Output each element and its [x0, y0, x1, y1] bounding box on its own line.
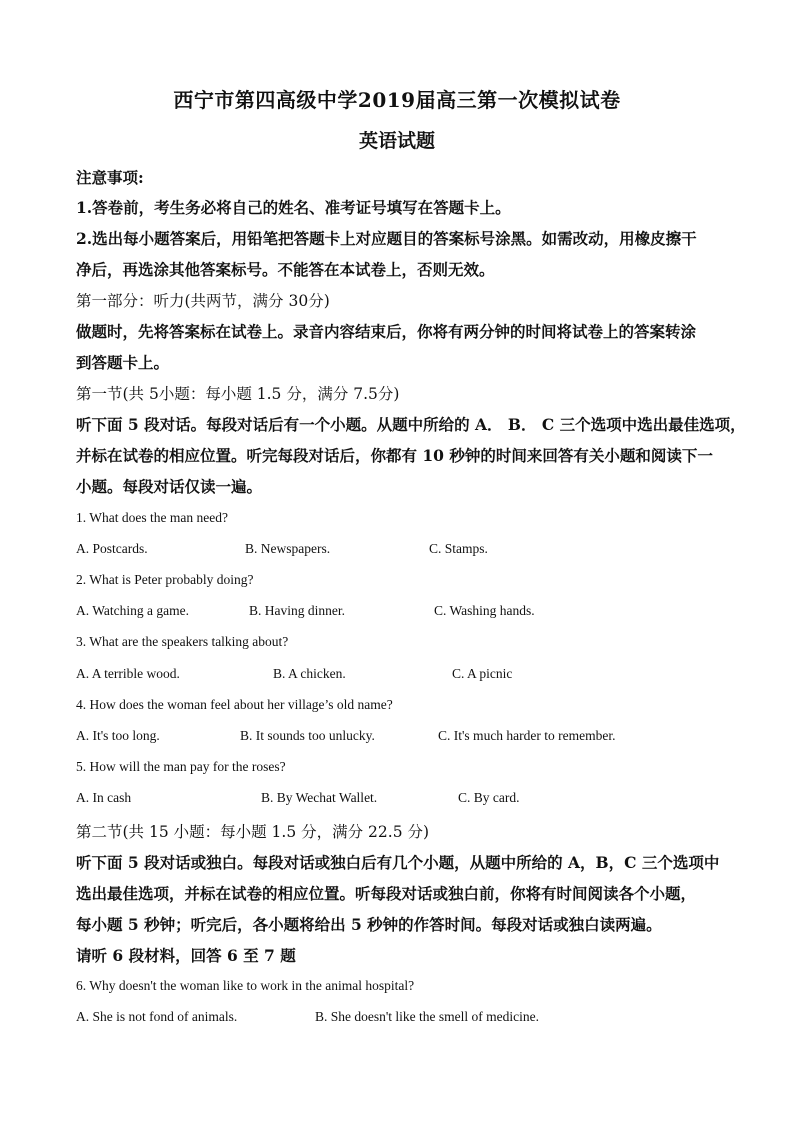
- section1-heading: 第一节(共 5小题：每小题 1.5 分，满分 7.5分): [76, 385, 400, 403]
- section2-instructions: 听下面 5 段对话或独白。每段对话或独白后有几个小题，从题中所给的 A，B，C 三个选项中: [76, 853, 720, 872]
- q4-option-a: A. It's too long.: [76, 728, 160, 743]
- section2-heading: 第二节(共 15 小题：每小题 1.5 分，满分 22.5 分): [76, 823, 430, 841]
- q5-option-a: A. In cash: [76, 790, 132, 805]
- notes-item: 2.选出每小题答案后，用铅笔把答题卡上对应题目的答案标号涂黑。如需改动，用橡皮擦干: [76, 229, 697, 248]
- material-label: 请听 6 段材料，回答 6 至 7 题: [76, 946, 296, 965]
- q1-option-c: C. Stamps.: [429, 541, 488, 556]
- question-1: 1. What does the man need?: [76, 510, 228, 525]
- question-5: 5. How will the man pay for the roses?: [76, 759, 286, 774]
- q3-option-a: A. A terrible wood.: [76, 666, 180, 681]
- notes-item: 净后，再选涂其他答案标号。不能答在本试卷上，否则无效。: [76, 260, 495, 279]
- section1-instructions: 小题。每段对话仅读一遍。: [76, 477, 263, 496]
- q1-option-b: B. Newspapers.: [245, 541, 331, 556]
- question-3: 3. What are the speakers talking about?: [76, 634, 289, 649]
- q4-option-b: B. It sounds too unlucky.: [240, 728, 375, 743]
- section2-instructions: 每小题 5 秒钟；听完后，各小题将给出 5 秒钟的作答时间。每段对话或独白读两遍。: [76, 915, 662, 934]
- exam-title: 西宁市第四高级中学2019届高三第一次模拟试卷: [173, 88, 621, 112]
- q3-option-c: C. A picnic: [452, 666, 513, 681]
- question-2: 2. What is Peter probably doing?: [76, 572, 254, 587]
- notes-item: 1.答卷前，考生务必将自己的姓名、准考证号填写在答题卡上。: [76, 198, 511, 217]
- q6-option-a: A. She is not fond of animals.: [76, 1009, 238, 1024]
- q1-option-a: A. Postcards.: [76, 541, 148, 556]
- q2-option-a: A. Watching a game.: [76, 603, 190, 618]
- q2-option-c: C. Washing hands.: [434, 603, 535, 618]
- q5-option-c: C. By card.: [458, 790, 520, 805]
- question-4: 4. How does the woman feel about her village’s old name?: [76, 697, 393, 712]
- part1-instructions: 做题时，先将答案标在试卷上。录音内容结束后，你将有两分钟的时间将试卷上的答案转涂: [76, 322, 697, 341]
- question-6: 6. Why doesn't the woman like to work in the animal hospital?: [76, 978, 415, 993]
- notes-heading: 注意事项:: [76, 168, 144, 187]
- part1-instructions: 到答题卡上。: [76, 353, 170, 372]
- section1-instructions: 并标在试卷的相应位置。听完每段对话后，你都有 10 秒钟的时间来回答有关小题和阅读下一: [76, 446, 713, 465]
- section1-instructions: 听下面 5 段对话。每段对话后有一个小题。从题中所给的 A． B． C 三个选项中选出最佳选项，: [76, 415, 746, 434]
- q5-option-b: B. By Wechat Wallet.: [261, 790, 378, 805]
- q4-option-c: C. It's much harder to remember.: [438, 728, 616, 743]
- q3-option-b: B. A chicken.: [273, 666, 346, 681]
- q6-option-b: B. She doesn't like the smell of medicine.: [315, 1009, 540, 1024]
- section2-instructions: 选出最佳选项，并标在试卷的相应位置。听每段对话或独白前，你将有时间阅读各个小题，: [76, 884, 697, 903]
- q2-option-b: B. Having dinner.: [249, 603, 345, 618]
- exam-subtitle: 英语试题: [358, 130, 435, 152]
- part1-heading: 第一部分：听力(共两节，满分 30分): [76, 292, 330, 310]
